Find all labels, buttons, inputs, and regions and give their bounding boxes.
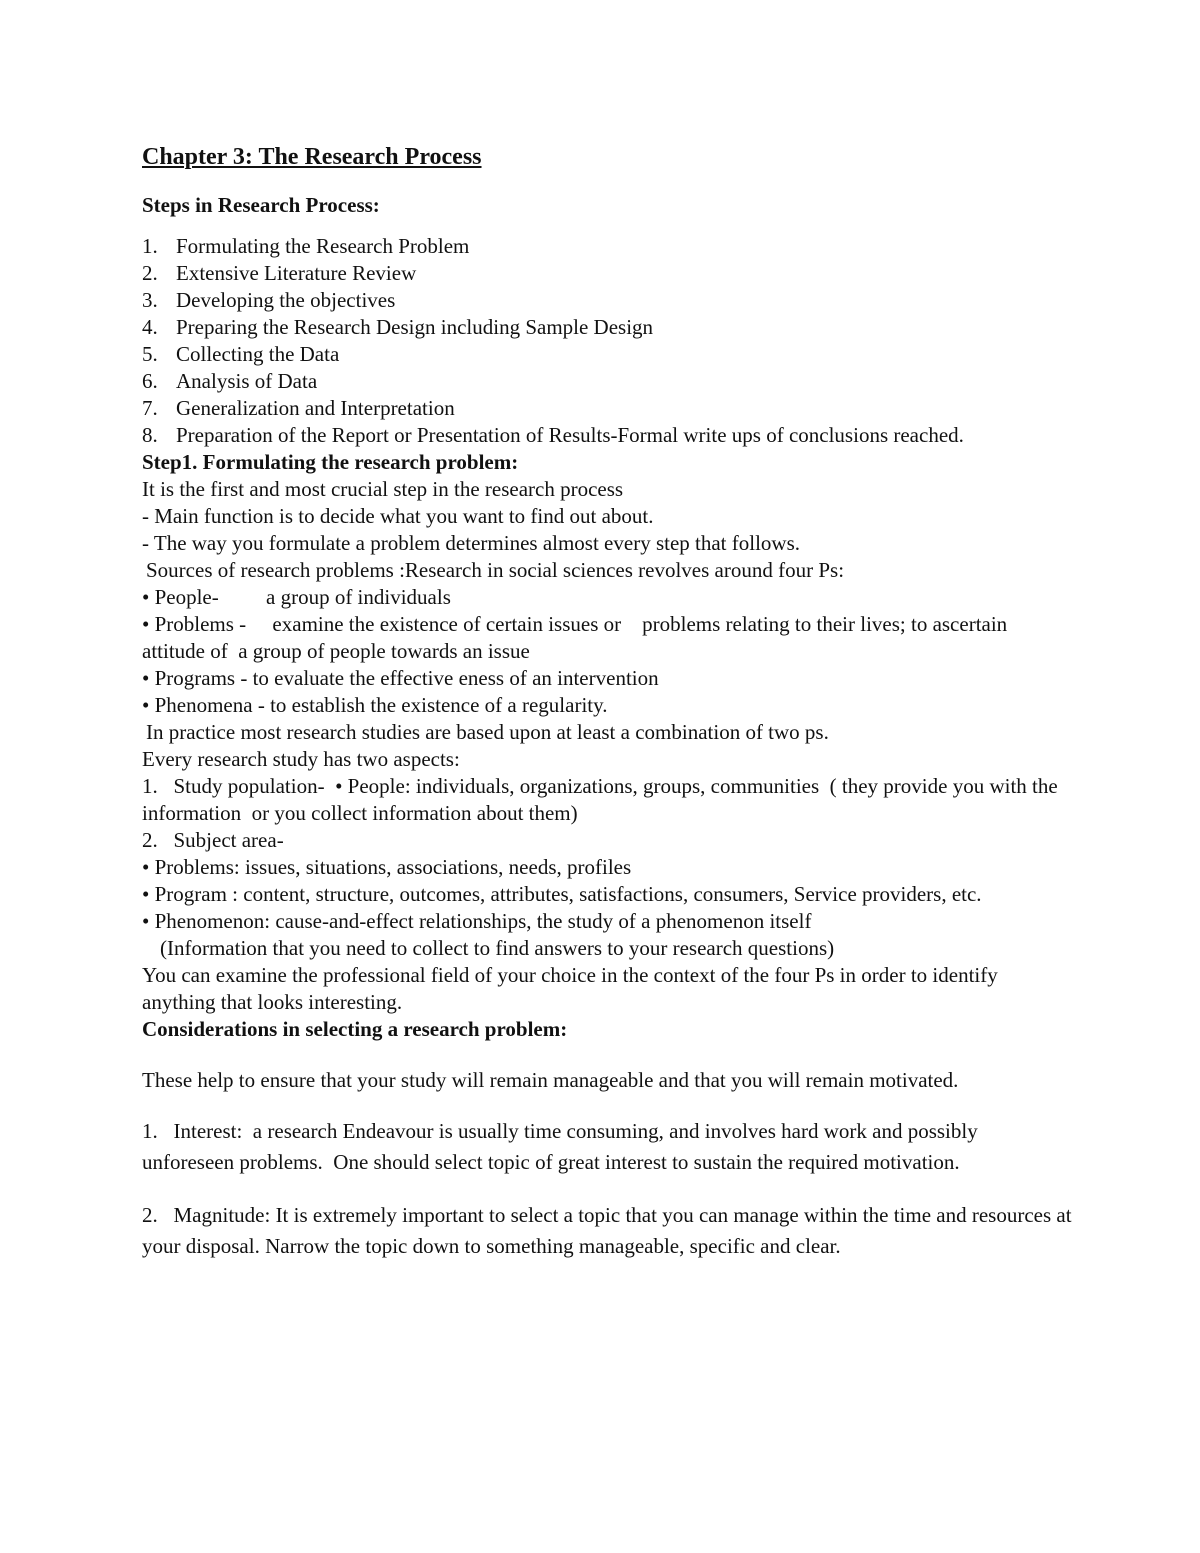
sub-problems: • Problems: issues, situations, associations, needs, profiles xyxy=(142,855,632,879)
bullet-people: • People- a group of individuals xyxy=(142,585,451,609)
sub-phenomenon: • Phenomenon: cause-and-effect relationships, the study of a phenomenon itself xyxy=(142,909,812,933)
consideration-magnitude: 2. Magnitude: It is extremely important to select a topic that you can manage within the time and resources at your disposal. Narrow the topic down to something manageable, specific and clear. xyxy=(142,1203,1077,1258)
list-item: 5. Collecting the Data xyxy=(142,342,340,366)
info-note: (Information that you need to collect to find answers to your research questions) xyxy=(160,936,835,960)
sub-program: • Program : content, structure, outcomes, attributes, satisfactions, consumers, Service providers, etc. xyxy=(142,882,982,906)
steps-heading: Steps in Research Process: xyxy=(142,193,380,217)
step1-heading: Step1. Formulating the research problem: xyxy=(142,450,519,474)
bullet-phenomena: • Phenomena - to establish the existence of a regularity. xyxy=(142,693,608,717)
aspects-line: Every research study has two aspects: xyxy=(142,747,460,771)
considerations-heading: Considerations in selecting a research problem: xyxy=(142,1017,568,1041)
step1-dash-1: - Main function is to decide what you want to find out about. xyxy=(142,504,654,528)
list-item: 4. Preparing the Research Design including Sample Design xyxy=(142,315,654,339)
practice-line: In practice most research studies are based upon at least a combination of two ps. xyxy=(146,720,829,744)
consideration-interest: 1. Interest: a research Endeavour is usually time consuming, and involves hard work and possibly unforeseen problems. One should select topic of great interest to sustain the required motivation. xyxy=(142,1119,983,1174)
list-item: 7. Generalization and Interpretation xyxy=(142,396,455,420)
document-page xyxy=(142,140,1077,1262)
list-item: 8. Preparation of the Report or Presentation of Results-Formal write ups of conclusions reached. xyxy=(142,423,964,447)
bullet-programs: • Programs - to evaluate the effective eness of an intervention xyxy=(142,666,659,690)
step1-dash-2: - The way you formulate a problem determines almost every step that follows. xyxy=(142,531,801,555)
aspect-1: 1. Study population- • People: individuals, organizations, groups, communities ( they provide you with the information or you collect information about them) xyxy=(142,774,1063,825)
steps-list xyxy=(142,233,1072,449)
step1-intro: It is the first and most crucial step in the research process xyxy=(142,477,624,501)
bullet-problems: • Problems - examine the existence of certain issues or problems relating to their lives; to ascertain attitude of a group of people towards an issue xyxy=(142,612,1013,663)
list-item: 3. Developing the objectives xyxy=(142,288,396,312)
sources-line: Sources of research problems :Research in social sciences revolves around four Ps: xyxy=(146,558,845,582)
list-item: 6. Analysis of Data xyxy=(142,369,318,393)
aspect-2: 2. Subject area- xyxy=(142,828,284,852)
considerations-intro: These help to ensure that your study will remain manageable and that you will remain motivated. xyxy=(142,1068,959,1092)
list-item: 2. Extensive Literature Review xyxy=(142,261,417,285)
examine-paragraph: You can examine the professional field of your choice in the context of the four Ps in order to identify anything that looks interesting. xyxy=(142,963,998,1014)
chapter-title: Chapter 3: The Research Process xyxy=(142,144,482,170)
list-item: 1. Formulating the Research Problem xyxy=(142,234,470,258)
